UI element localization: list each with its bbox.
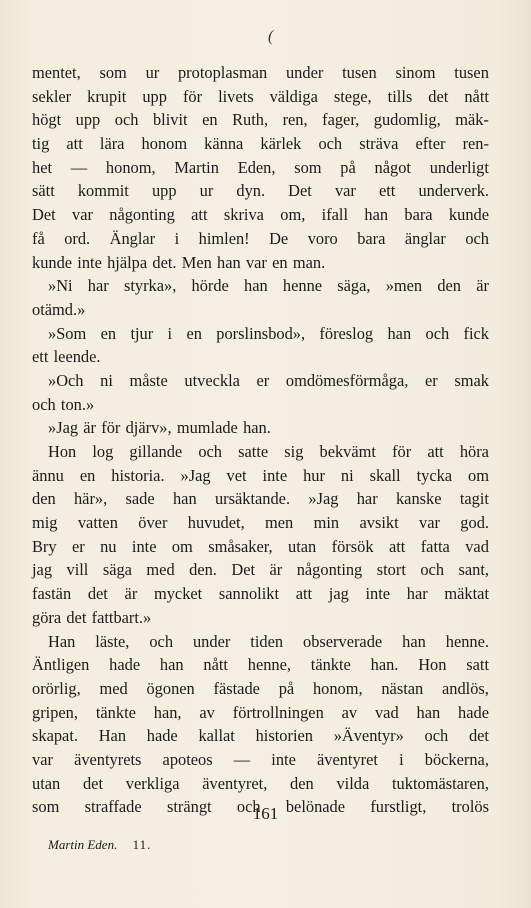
word: porslinsbod», <box>216 323 306 343</box>
word: Det <box>288 181 312 201</box>
word: här», <box>73 489 108 509</box>
word: om <box>171 536 193 556</box>
word: efter <box>415 134 446 154</box>
word: Hon <box>418 655 447 675</box>
text-line <box>32 203 489 227</box>
word: stort <box>376 560 406 580</box>
word: om, <box>280 205 306 225</box>
word: ur <box>199 181 214 201</box>
word: Han <box>98 726 127 746</box>
word: vatten <box>77 513 118 533</box>
word: den <box>32 489 56 509</box>
signature-title: Martin Eden. <box>48 837 118 852</box>
word: fatta <box>420 536 450 556</box>
word: en <box>272 252 288 272</box>
word: det. <box>152 252 177 272</box>
word: kanske <box>395 489 442 509</box>
word: skriva <box>223 205 264 225</box>
word: hade <box>458 702 489 722</box>
word: det <box>82 773 104 793</box>
word: fager, <box>322 110 360 130</box>
word: kallat <box>198 726 235 746</box>
word: hur <box>303 465 325 485</box>
text-line <box>32 440 489 464</box>
word: nu <box>100 536 117 556</box>
word: Hon <box>48 442 77 461</box>
word: ännu <box>32 465 64 485</box>
word: på <box>278 678 295 698</box>
word: en <box>186 323 202 343</box>
word: han <box>387 323 412 343</box>
text-line <box>32 558 489 582</box>
word: ton.» <box>60 394 95 414</box>
word: tills <box>387 86 413 106</box>
text-line <box>32 535 489 559</box>
word: voro <box>307 228 338 248</box>
word: utan <box>32 773 61 793</box>
word: var <box>419 513 440 533</box>
word: det <box>428 86 449 106</box>
word: att <box>66 134 83 154</box>
word: ett <box>378 181 396 201</box>
text-line <box>32 108 489 132</box>
word: kunde <box>448 205 489 225</box>
word: utan <box>288 536 317 556</box>
word: ren- <box>462 134 489 154</box>
word: äventyrets <box>74 749 142 769</box>
text-line <box>32 511 489 535</box>
word: någonting <box>109 205 175 225</box>
word: »Äventyr» <box>333 726 404 746</box>
word: och <box>149 631 174 651</box>
word: göra <box>32 607 62 627</box>
word: han. <box>370 655 399 675</box>
word: gudomlig, <box>373 110 441 130</box>
word: observerade <box>303 631 383 651</box>
word: utveckla <box>184 370 240 390</box>
word: på <box>340 157 356 177</box>
word: är <box>83 418 97 438</box>
word: att <box>388 536 406 556</box>
word: känna <box>204 134 244 154</box>
word: mig <box>32 513 58 533</box>
word: inte <box>365 584 391 604</box>
text-line <box>32 227 489 251</box>
word: De <box>269 228 289 248</box>
word: mäktat <box>444 584 489 604</box>
word: vill <box>66 560 89 580</box>
word: historien <box>255 726 313 746</box>
word: djärv», <box>125 418 172 438</box>
word: fastän <box>32 584 72 604</box>
word: tusen <box>454 63 489 82</box>
text-line <box>32 653 489 677</box>
word: i <box>167 323 173 343</box>
word: ursäktande. <box>214 489 291 509</box>
word: tänkte <box>310 655 351 675</box>
signature-number: 11. <box>132 837 152 852</box>
word: var <box>72 205 93 225</box>
word: ögonen <box>146 678 195 698</box>
text-line <box>32 179 489 203</box>
word: att <box>295 584 313 604</box>
word: ett <box>32 347 49 367</box>
word: underverk. <box>418 181 489 201</box>
word: mentet, <box>32 63 81 82</box>
page-number: 161 <box>252 804 279 823</box>
word: tjur <box>130 323 154 343</box>
word: inte <box>131 536 157 556</box>
word: han <box>159 655 184 675</box>
word: ni <box>100 370 113 390</box>
word: att <box>191 205 208 225</box>
word: sinom <box>395 63 436 82</box>
word: har <box>406 584 428 604</box>
word: försök <box>331 536 374 556</box>
word: högt <box>32 110 62 130</box>
word: något <box>374 157 411 177</box>
word: log <box>92 442 114 461</box>
word: vilda <box>336 773 370 793</box>
word: det <box>468 726 489 746</box>
word: och <box>198 442 222 461</box>
word: leende. <box>53 347 101 367</box>
word: Äntligen <box>32 655 90 675</box>
word: ren, <box>282 110 308 130</box>
word: er <box>256 370 270 390</box>
word: »Jag <box>308 489 339 509</box>
word: väldiga <box>269 86 318 106</box>
word: under <box>285 63 324 82</box>
word: tuktomästaren, <box>392 773 489 793</box>
word: i <box>174 228 180 248</box>
printer-signature <box>48 837 151 853</box>
word: tiden <box>250 631 284 651</box>
text-line <box>32 416 489 440</box>
word: historia. <box>111 465 165 485</box>
word: underligt <box>429 157 489 177</box>
word: har <box>356 489 378 509</box>
word: upp <box>75 110 101 130</box>
text-line <box>32 487 489 511</box>
word: böckerna, <box>424 749 489 769</box>
word: änglar <box>404 228 446 248</box>
word: god. <box>460 513 489 533</box>
word: fästade <box>213 678 260 698</box>
word: hade <box>146 726 178 746</box>
text-line <box>32 748 489 772</box>
word: inte <box>262 465 288 485</box>
word: i <box>399 749 404 769</box>
page-mark: ( <box>268 28 274 45</box>
word: henne <box>282 276 323 296</box>
word: säga <box>102 560 132 580</box>
word: Men <box>181 252 212 272</box>
word: Det <box>231 560 256 580</box>
word: strängt <box>166 797 212 817</box>
word: säga, <box>337 276 371 296</box>
word: sade <box>125 489 155 509</box>
word: trolös <box>451 797 489 817</box>
text-line <box>32 156 489 180</box>
word: smak <box>454 370 489 390</box>
text-line <box>32 701 489 725</box>
word: och <box>420 560 445 580</box>
word: han, <box>153 702 182 722</box>
word: att <box>427 442 444 461</box>
word: ni <box>340 465 354 485</box>
word: Martin <box>174 157 219 177</box>
word: mäk- <box>455 110 489 130</box>
word: krupit <box>87 86 127 106</box>
word: inte <box>77 252 102 272</box>
word: honom, <box>312 678 363 698</box>
word: vad <box>465 536 489 556</box>
word: jag <box>328 584 349 604</box>
word: Eden, <box>237 157 276 177</box>
word: sig <box>284 442 304 461</box>
word: bara <box>404 205 433 225</box>
text-line <box>32 61 489 85</box>
word: Änglar <box>109 228 156 248</box>
word: någonting <box>296 560 363 580</box>
word: tänkte <box>95 702 136 722</box>
word: himlen! <box>198 228 250 248</box>
word: upp <box>142 86 167 106</box>
word: man. <box>292 252 326 272</box>
word: inte <box>271 749 296 769</box>
word: sträva <box>359 134 399 154</box>
word: omdömesförmåga, <box>285 370 409 390</box>
text-line <box>32 606 489 630</box>
word: avsikt <box>359 513 399 533</box>
word: straffade <box>84 797 142 817</box>
word: furstligt, <box>370 797 427 817</box>
word: gillande <box>129 442 183 461</box>
word: verkliga <box>125 773 180 793</box>
word: lära <box>99 134 125 154</box>
word: han <box>416 702 441 722</box>
word: Ruth, <box>232 110 269 130</box>
word: över <box>138 513 168 533</box>
body-text <box>32 61 489 819</box>
word: dyn. <box>236 181 266 201</box>
word: den <box>290 773 314 793</box>
word: er <box>424 370 438 390</box>
word: fick <box>463 323 489 343</box>
word: nästan <box>381 678 424 698</box>
word: och <box>114 110 139 130</box>
word: mumlade <box>176 418 238 438</box>
word: och <box>32 394 56 414</box>
word: »Jag <box>48 418 79 438</box>
word: han. <box>243 418 271 438</box>
word: min <box>313 513 340 533</box>
text-line <box>32 630 489 654</box>
word: för <box>182 86 203 106</box>
word: sätt <box>32 181 55 201</box>
word: för <box>392 442 412 461</box>
word: ur <box>145 63 160 82</box>
word: få <box>32 228 45 248</box>
text-line <box>32 464 489 488</box>
word: — <box>70 157 88 177</box>
text-line <box>32 677 489 701</box>
word: hade <box>109 655 141 675</box>
word: han <box>244 276 268 296</box>
word: var <box>245 252 267 272</box>
word: livets <box>218 86 254 106</box>
text-line <box>32 369 489 393</box>
word: som <box>32 797 60 817</box>
text-line <box>32 298 489 322</box>
word: han <box>364 205 389 225</box>
word: bara <box>357 228 386 248</box>
word: han <box>217 252 241 272</box>
word: och <box>425 323 450 343</box>
word: och <box>465 228 489 248</box>
word: under <box>192 631 231 651</box>
word: och <box>318 134 343 154</box>
word: var <box>334 181 356 201</box>
text-line <box>32 772 489 796</box>
word: höra <box>459 442 489 461</box>
word: »Och <box>48 370 84 390</box>
word: tagit <box>459 489 489 509</box>
word: småsaker, <box>208 536 273 556</box>
word: föreslog <box>319 323 374 343</box>
text-line <box>32 85 489 109</box>
word: ord. <box>64 228 91 248</box>
word: den <box>437 276 461 296</box>
word: tig <box>32 134 50 154</box>
word: — <box>233 749 251 769</box>
word: men <box>265 513 294 533</box>
word: hörde <box>191 276 229 296</box>
word: läste, <box>95 631 130 651</box>
word: han <box>402 631 426 651</box>
word: styrka», <box>123 276 177 296</box>
word: äventyret, <box>202 773 268 793</box>
word: honom, <box>105 157 156 177</box>
word: var <box>32 749 53 769</box>
word: den. <box>189 560 217 580</box>
word: satte <box>238 442 269 461</box>
word: sekler <box>32 86 72 106</box>
word: »Som <box>48 323 87 343</box>
text-line <box>32 322 489 346</box>
word: fattbart.» <box>91 607 152 627</box>
word: sannolikt <box>218 584 280 604</box>
word: han <box>172 489 197 509</box>
word: blivit <box>152 110 188 130</box>
word: vad <box>374 702 399 722</box>
word: sant, <box>458 560 489 580</box>
word: otämd.» <box>32 299 86 319</box>
word: tusen <box>342 63 377 82</box>
word: måste <box>129 370 168 390</box>
word: gripen, <box>32 702 78 722</box>
word: av <box>341 702 358 722</box>
word: som <box>99 63 127 82</box>
word: »men <box>385 276 423 296</box>
text-line <box>32 132 489 156</box>
word: er <box>71 536 85 556</box>
word: »Jag <box>180 465 211 485</box>
word: satt <box>466 655 489 675</box>
word: protoplasman <box>177 63 268 82</box>
word: för <box>101 418 121 438</box>
word: jag <box>32 560 53 580</box>
word: skall <box>369 465 401 485</box>
word: och <box>424 726 449 746</box>
text-line <box>32 393 489 417</box>
word: andlös, <box>442 678 489 698</box>
word: mycket <box>153 584 203 604</box>
word: kärlek <box>260 134 302 154</box>
word: kunde <box>32 252 73 272</box>
word: belönade <box>285 797 346 817</box>
word: med <box>99 678 128 698</box>
word: vet <box>226 465 247 485</box>
word: orörlig, <box>32 678 81 698</box>
word: är <box>269 560 283 580</box>
word: en <box>79 465 96 485</box>
word: en <box>100 323 117 343</box>
word: om <box>468 465 489 485</box>
word: en <box>202 110 218 130</box>
word: äventyret <box>316 749 378 769</box>
word: det <box>87 584 108 604</box>
word: nått <box>203 655 228 675</box>
word: förtrollningen <box>232 702 324 722</box>
word: skapat. <box>32 726 78 746</box>
word: henne, <box>247 655 291 675</box>
word: är <box>124 584 138 604</box>
text-line <box>32 251 489 275</box>
text-line <box>32 582 489 606</box>
word: det <box>66 607 87 627</box>
word: har <box>87 276 109 296</box>
word: henne. <box>445 631 489 651</box>
word: med <box>146 560 175 580</box>
word: het <box>32 157 53 177</box>
word: och <box>236 797 261 817</box>
word: som <box>294 157 322 177</box>
word: »Ni <box>48 276 73 296</box>
word: nått <box>464 86 489 106</box>
word: hjälpa <box>107 252 148 272</box>
word: upp <box>151 181 177 201</box>
word: Bry <box>32 536 57 556</box>
word: stege, <box>333 86 372 106</box>
word: Han <box>48 631 76 651</box>
text-line <box>32 274 489 298</box>
word: ifall <box>321 205 349 225</box>
word: tycka <box>416 465 453 485</box>
word: är <box>476 276 489 296</box>
text-line <box>32 345 489 369</box>
text-line <box>32 724 489 748</box>
word: huvudet, <box>187 513 245 533</box>
word: av <box>199 702 215 722</box>
word: honom <box>141 134 188 154</box>
word: bekvämt <box>319 442 376 461</box>
word: Det <box>32 205 56 225</box>
word: kommit <box>77 181 129 201</box>
word: apoteos <box>162 749 213 769</box>
